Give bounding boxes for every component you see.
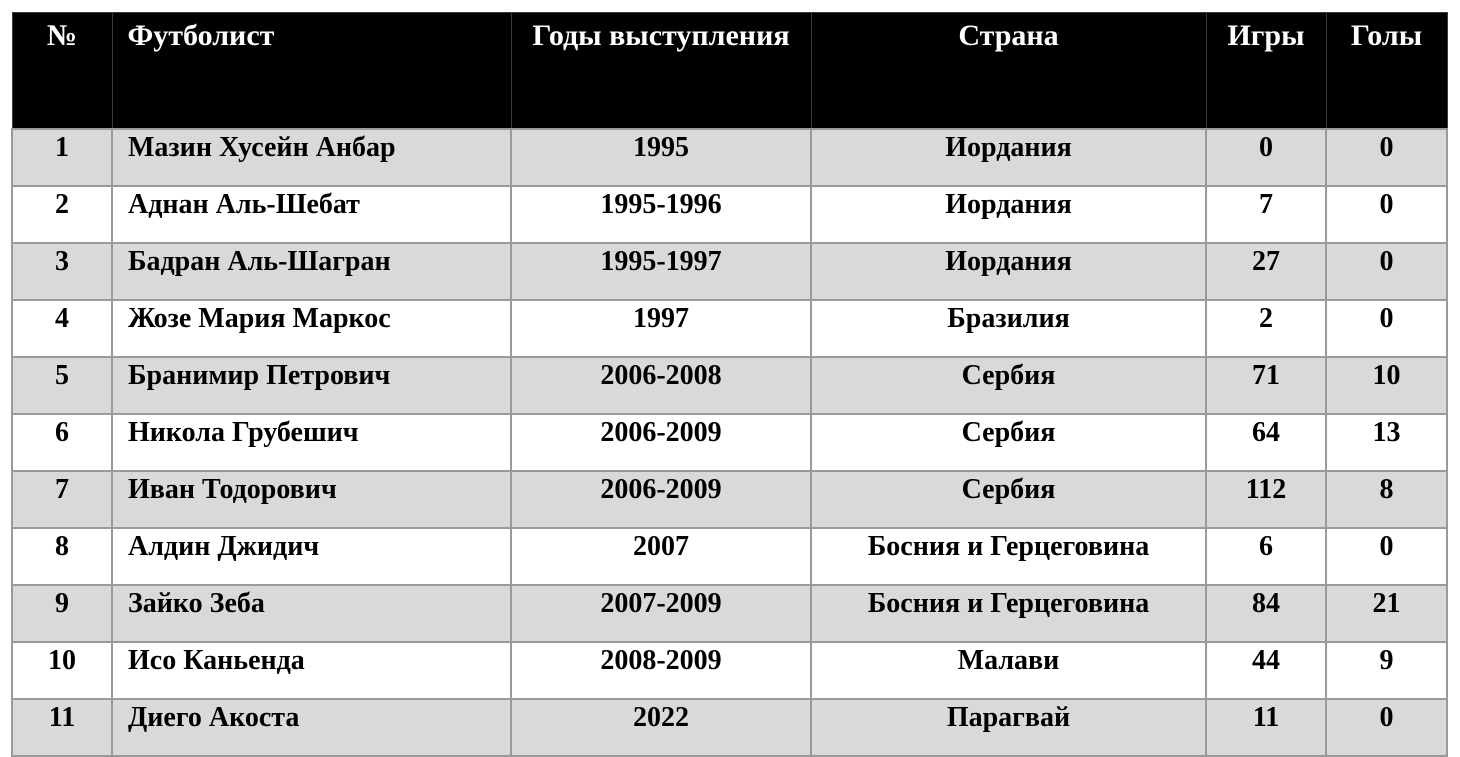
table-row [12,414,1447,471]
header-num: № [12,13,112,130]
cell-player: Мазин Хусейн Анбар [112,129,511,186]
cell-years: 2007-2009 [511,585,811,642]
cell-player: Аднан Аль-Шебат [112,186,511,243]
table-row [12,528,1447,585]
table-row [12,642,1447,699]
cell-games: 71 [1206,357,1326,414]
cell-games: 27 [1206,243,1326,300]
table-row [12,699,1447,756]
cell-player: Бранимир Петрович [112,357,511,414]
players-table [11,12,1448,757]
cell-num: 11 [12,699,112,756]
cell-games: 0 [1206,129,1326,186]
cell-player: Иван Тодорович [112,471,511,528]
header-years: Годы выступления [511,13,811,130]
cell-player: Бадран Аль-Шагран [112,243,511,300]
cell-goals: 0 [1326,528,1447,585]
cell-country: Бразилия [811,300,1206,357]
cell-country: Иордания [811,129,1206,186]
cell-num: 8 [12,528,112,585]
cell-country: Босния и Герцеговина [811,585,1206,642]
cell-player: Зайко Зеба [112,585,511,642]
cell-goals: 0 [1326,699,1447,756]
table-row [12,186,1447,243]
table-row [12,471,1447,528]
cell-goals: 9 [1326,642,1447,699]
cell-games: 11 [1206,699,1326,756]
header-row [12,13,1447,130]
cell-years: 1995-1996 [511,186,811,243]
header-games: Игры [1206,13,1326,130]
cell-goals: 0 [1326,129,1447,186]
cell-years: 1997 [511,300,811,357]
cell-years: 1995-1997 [511,243,811,300]
cell-player: Никола Грубешич [112,414,511,471]
header-country: Страна [811,13,1206,130]
cell-num: 6 [12,414,112,471]
cell-goals: 0 [1326,243,1447,300]
cell-player: Диего Акоста [112,699,511,756]
cell-country: Сербия [811,414,1206,471]
cell-games: 84 [1206,585,1326,642]
table-row [12,129,1447,186]
header-goals: Голы [1326,13,1447,130]
cell-goals: 10 [1326,357,1447,414]
players-table-container [11,12,1446,757]
cell-goals: 0 [1326,186,1447,243]
cell-num: 4 [12,300,112,357]
table-header [12,13,1447,130]
header-player: Футболист [112,13,511,130]
cell-country: Сербия [811,471,1206,528]
cell-country: Иордания [811,243,1206,300]
cell-goals: 0 [1326,300,1447,357]
table-row [12,243,1447,300]
cell-player: Алдин Джидич [112,528,511,585]
cell-num: 1 [12,129,112,186]
table-row [12,585,1447,642]
cell-years: 2006-2009 [511,471,811,528]
cell-goals: 21 [1326,585,1447,642]
cell-years: 2022 [511,699,811,756]
table-body [12,129,1447,756]
cell-country: Парагвай [811,699,1206,756]
cell-num: 3 [12,243,112,300]
cell-games: 2 [1206,300,1326,357]
cell-country: Сербия [811,357,1206,414]
cell-years: 2007 [511,528,811,585]
cell-years: 2006-2008 [511,357,811,414]
cell-country: Босния и Герцеговина [811,528,1206,585]
cell-num: 7 [12,471,112,528]
cell-num: 5 [12,357,112,414]
cell-games: 44 [1206,642,1326,699]
cell-games: 64 [1206,414,1326,471]
cell-goals: 13 [1326,414,1447,471]
cell-player: Исо Каньенда [112,642,511,699]
cell-games: 7 [1206,186,1326,243]
cell-country: Иордания [811,186,1206,243]
cell-player: Жозе Мария Маркос [112,300,511,357]
cell-goals: 8 [1326,471,1447,528]
table-row [12,300,1447,357]
cell-years: 2006-2009 [511,414,811,471]
cell-games: 112 [1206,471,1326,528]
cell-num: 2 [12,186,112,243]
cell-country: Малави [811,642,1206,699]
cell-years: 1995 [511,129,811,186]
table-row [12,357,1447,414]
cell-num: 9 [12,585,112,642]
cell-games: 6 [1206,528,1326,585]
cell-years: 2008-2009 [511,642,811,699]
cell-num: 10 [12,642,112,699]
